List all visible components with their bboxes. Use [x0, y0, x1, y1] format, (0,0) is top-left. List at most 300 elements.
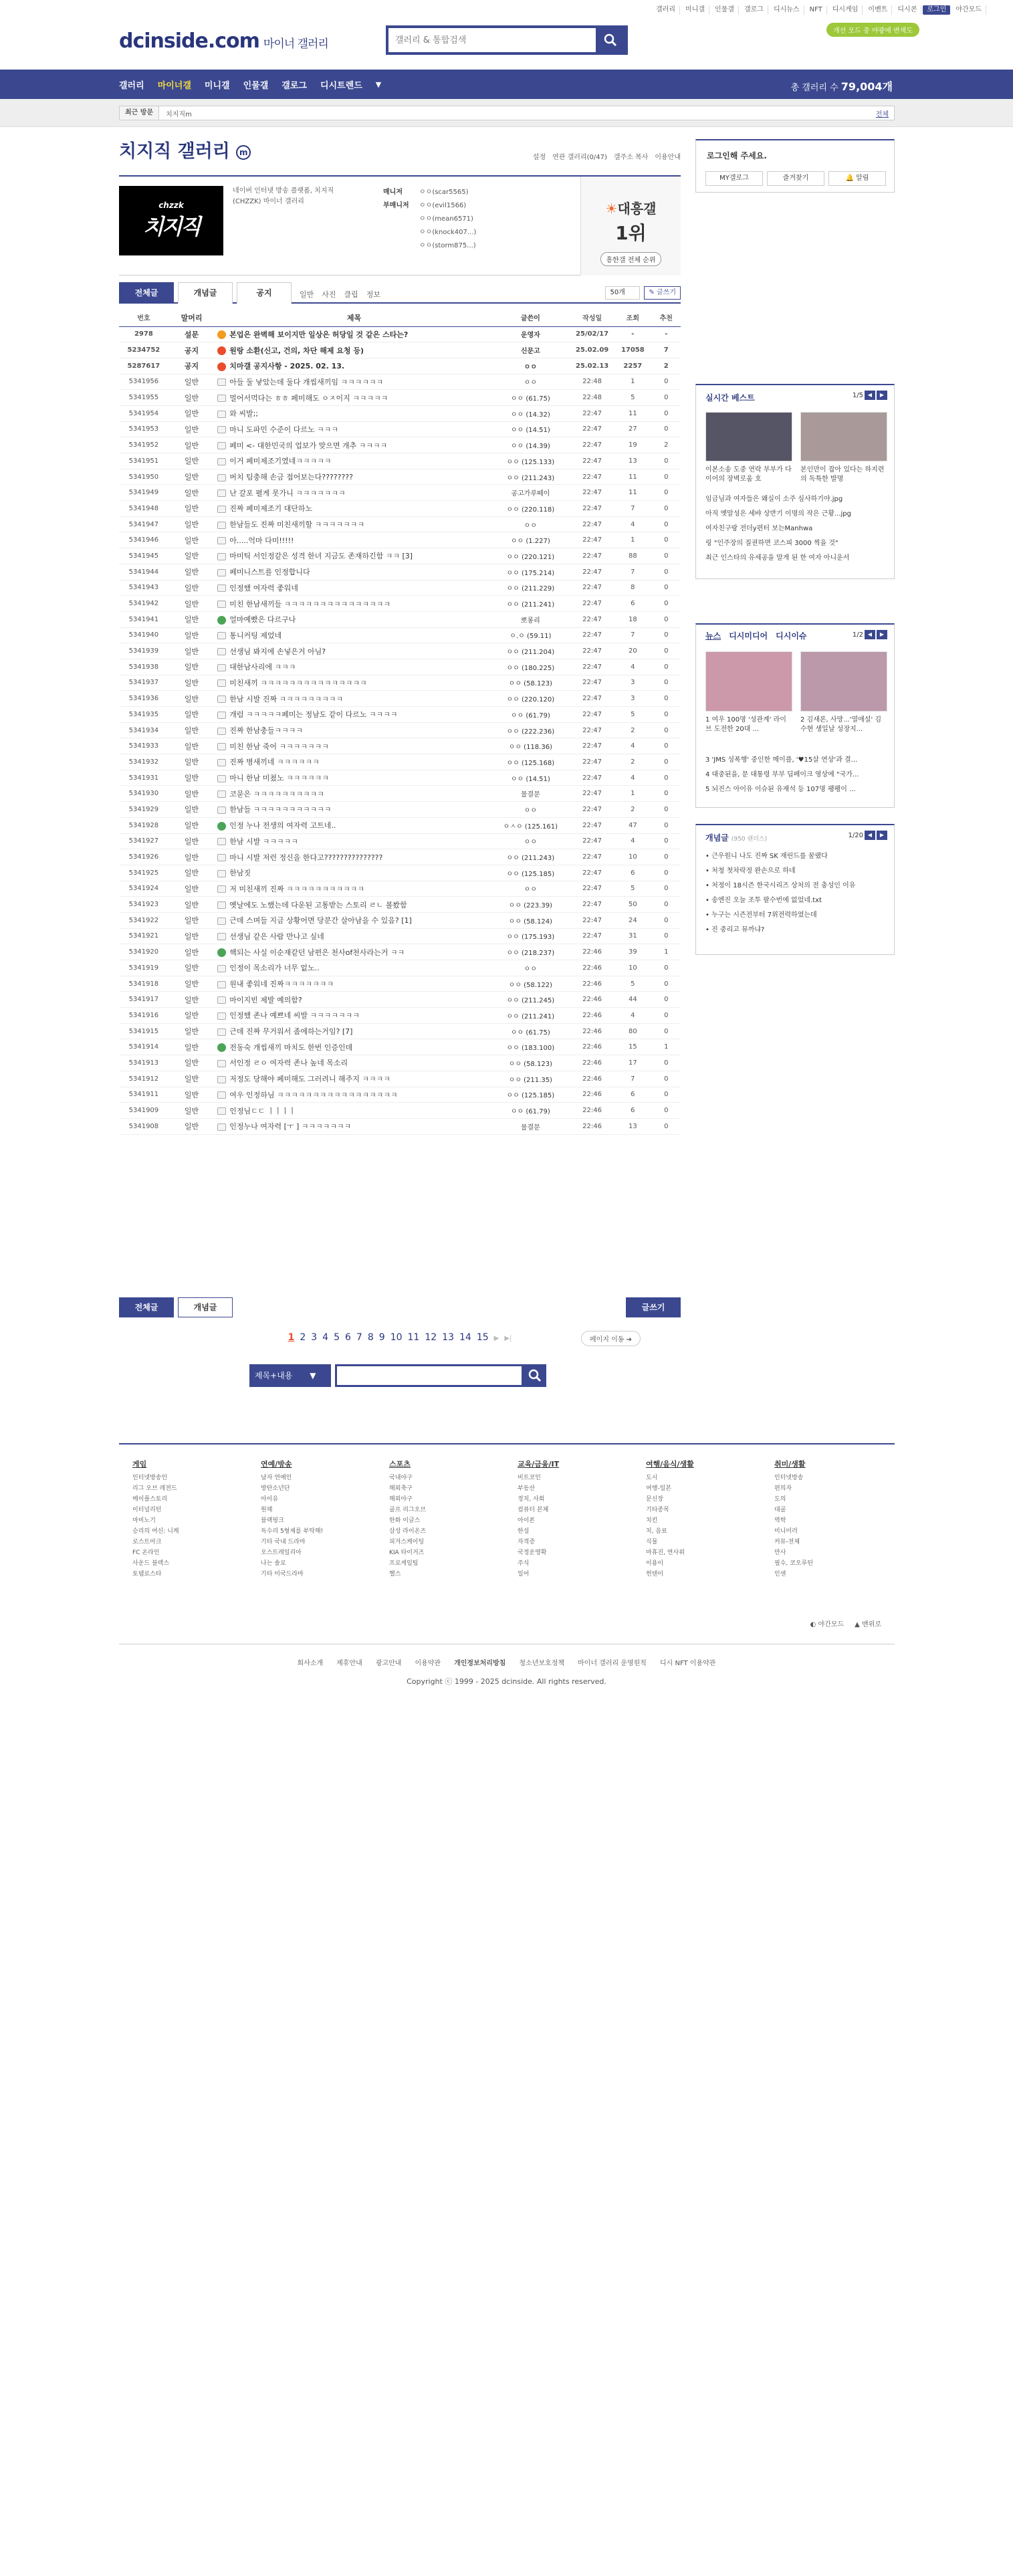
table-row[interactable]: [119, 881, 681, 897]
table-row[interactable]: [119, 485, 681, 501]
post-title[interactable]: 진짜 페미제조기 대단하노: [229, 504, 313, 514]
gnb-item[interactable]: 갤러리: [119, 80, 144, 91]
tab-best[interactable]: 개념글: [178, 282, 233, 304]
post-title[interactable]: 인정 누나 전생의 여자력 고트네..: [229, 821, 336, 831]
post-title-cell[interactable]: [215, 627, 490, 643]
realtime-caption[interactable]: 이본소송 도중 연락 부부가 다 이어의 장벽로움 호: [705, 466, 792, 483]
post-writer[interactable]: ㅇㅇ (211.243): [491, 469, 570, 485]
concept-item-text[interactable]: 송엔진 오늘 조투 팔수번에 없었네.txt: [711, 897, 822, 904]
footer-bottom-link[interactable]: 광고안내: [375, 1660, 402, 1667]
footer-column-title[interactable]: 여행/음식/생활: [646, 1460, 694, 1469]
page-link[interactable]: 11: [407, 1332, 420, 1343]
bottom-search-input[interactable]: [335, 1364, 524, 1387]
my-gallog-button[interactable]: MY갤로그: [705, 171, 763, 186]
post-title[interactable]: 한남 시발 진짜 ㅋㅋㅋㅋㅋㅋㅋㅋㅋ: [229, 694, 344, 704]
table-row[interactable]: [119, 1055, 681, 1071]
post-writer[interactable]: ㅇㅇ: [491, 516, 570, 532]
post-title[interactable]: 근데 진짜 무거워서 좀에하는거임? [7]: [229, 1027, 353, 1037]
post-title-cell[interactable]: [215, 548, 490, 564]
footer-link[interactable]: 편의자: [774, 1485, 792, 1492]
post-writer[interactable]: ㅇㅇ (175.193): [491, 928, 570, 944]
table-row[interactable]: [119, 596, 681, 612]
concept-item[interactable]: • 근우원니 나도 진짜 SK 재린드를 꿈랬다: [705, 853, 828, 860]
next-icon[interactable]: ▶: [877, 831, 887, 840]
footer-link[interactable]: 만사: [774, 1549, 786, 1556]
post-title-cell[interactable]: [215, 928, 490, 944]
realtime-thumb[interactable]: [800, 412, 887, 461]
gallery-title[interactable]: [119, 136, 251, 163]
next-icon[interactable]: ▶: [877, 391, 887, 400]
footer-link[interactable]: KIA 타이거즈: [389, 1549, 425, 1556]
table-row[interactable]: [119, 960, 681, 976]
post-writer[interactable]: ㅇㅇ (58.122): [491, 976, 570, 992]
post-title-cell[interactable]: [215, 326, 490, 342]
post-writer[interactable]: ㅇㅇ (61.75): [491, 1023, 570, 1039]
table-row[interactable]: [119, 453, 681, 469]
tab-news[interactable]: 뉴스: [705, 631, 721, 641]
footer-link[interactable]: 사운드 블렉스: [132, 1560, 170, 1567]
footer-link[interactable]: 해외축구: [389, 1485, 413, 1492]
footer-link[interactable]: 기타 미국드라마: [261, 1571, 304, 1578]
footer-column-title[interactable]: 스포츠: [389, 1460, 411, 1469]
post-writer[interactable]: ㅇㅇ (180.225): [491, 659, 570, 675]
footer-link[interactable]: 토템로스타: [132, 1571, 162, 1578]
post-writer[interactable]: ㅇㅅㅇ (125.161): [491, 817, 570, 833]
post-writer[interactable]: ㅇㅇ (211.243): [491, 849, 570, 865]
footer-link[interactable]: 원헤: [261, 1507, 273, 1513]
table-row[interactable]: [119, 1103, 681, 1119]
post-writer[interactable]: ㅇㅇ (220.121): [491, 548, 570, 564]
news-thumb[interactable]: [705, 651, 792, 712]
footer-bottom-link[interactable]: 회사소개: [297, 1660, 324, 1667]
footer-link[interactable]: 치킨: [646, 1517, 658, 1524]
footer-link[interactable]: 프로게임팀: [389, 1560, 419, 1567]
post-title-cell[interactable]: [215, 897, 490, 913]
footer-link[interactable]: 아이유: [261, 1496, 279, 1503]
page-link[interactable]: 9: [378, 1332, 385, 1343]
post-title-cell[interactable]: [215, 738, 490, 754]
post-title-cell[interactable]: [215, 722, 490, 738]
post-writer[interactable]: ㅇㅇ (211.204): [491, 643, 570, 659]
page-link[interactable]: 10: [390, 1332, 403, 1343]
realtime-item[interactable]: 아직 옛말성은 세뱌 상반기 이명의 작은 근황...jpg: [705, 510, 851, 518]
table-row[interactable]: [119, 421, 681, 437]
table-row[interactable]: [119, 1023, 681, 1039]
post-title-cell[interactable]: [215, 992, 490, 1008]
footer-link[interactable]: 아이폰: [518, 1517, 536, 1524]
footer-column-title[interactable]: 교육/금융/IT: [518, 1460, 560, 1469]
footer-link[interactable]: 자격증: [518, 1539, 536, 1545]
table-row[interactable]: [119, 849, 681, 865]
search-button[interactable]: [596, 28, 625, 52]
sub-tab[interactable]: 정보: [366, 290, 381, 299]
table-row[interactable]: [119, 326, 681, 342]
realtime-caption[interactable]: 본인만이 잡아 있다는 하지련의 독특한 발명: [800, 466, 885, 483]
post-title[interactable]: 마니 도파민 수준이 다르노 ㅋㅋㅋ: [229, 425, 338, 434]
footer-link[interactable]: 방탄소년단: [261, 1485, 290, 1492]
table-row[interactable]: [119, 659, 681, 675]
post-title[interactable]: 서인정 ㄹㅇ 여자력 존나 높네 목소리: [229, 1059, 348, 1068]
post-title[interactable]: 마미틱 서인정같은 성격 한녀 지금도 존재하긴함 ㅋㅋ [3]: [229, 552, 413, 561]
post-title[interactable]: 진짜 병새끼네 ㅋㅋㅋㅋㅋㅋ: [229, 758, 320, 767]
post-title-cell[interactable]: [215, 564, 490, 580]
post-title[interactable]: 한남들도 진짜 미친새끼할 ㅋㅋㅋㅋㅋㅋㅋ: [229, 520, 365, 530]
top-link-5[interactable]: NFT: [806, 5, 827, 15]
post-writer[interactable]: ㅇㅇ (14.39): [491, 437, 570, 453]
footer-link[interactable]: 도시: [646, 1475, 658, 1481]
table-row[interactable]: [119, 611, 681, 627]
page-link[interactable]: 6: [345, 1332, 351, 1343]
post-title-cell[interactable]: [215, 358, 490, 374]
logo-sub[interactable]: 마이너 갤러리: [263, 37, 328, 51]
concept-item[interactable]: • 처정이 18시즌 한국시리즈 상처의 전 충성인 이유: [705, 882, 856, 889]
post-writer[interactable]: ㅇㅇ (1.227): [491, 532, 570, 548]
footer-link[interactable]: 국정운영확: [518, 1549, 547, 1556]
sub-manager-name[interactable]: ㅇㅇ(knock407...): [419, 229, 477, 236]
table-row[interactable]: [119, 501, 681, 517]
gallery-title-text[interactable]: 치지직 갤러리: [119, 141, 230, 162]
post-writer[interactable]: ㅇㅇ (58.123): [491, 675, 570, 691]
footer-link[interactable]: 주식: [518, 1560, 530, 1567]
last-page-icon[interactable]: ▶|: [504, 1335, 512, 1342]
table-row[interactable]: [119, 1008, 681, 1024]
post-title-cell[interactable]: [215, 659, 490, 675]
footer-link[interactable]: 필수, 코오루틴: [774, 1560, 813, 1567]
table-row[interactable]: [119, 817, 681, 833]
post-writer[interactable]: ㅇㅇ (14.51): [491, 421, 570, 437]
table-row[interactable]: [119, 358, 681, 374]
next-icon[interactable]: ▶: [877, 630, 887, 639]
table-row[interactable]: [119, 390, 681, 406]
prev-icon[interactable]: ◀: [865, 630, 875, 639]
top-link-8[interactable]: 디시콘: [893, 5, 921, 15]
gallery-link[interactable]: 갤주소 복사: [613, 154, 649, 161]
gnb-item[interactable]: 디시트렌드: [320, 80, 362, 91]
table-row[interactable]: [119, 532, 681, 548]
post-writer[interactable]: ㅇㅇ (125.133): [491, 453, 570, 469]
table-row[interactable]: [119, 802, 681, 818]
footer-link[interactable]: 문신장: [646, 1496, 664, 1503]
table-row[interactable]: [119, 643, 681, 659]
bottom-tab-best[interactable]: 개념글: [178, 1297, 233, 1317]
sub-manager-name[interactable]: ㅇㅇ(evil1566): [419, 202, 467, 209]
post-title-cell[interactable]: [215, 849, 490, 865]
footer-link[interactable]: 컴퓨터 본체: [518, 1507, 549, 1513]
post-title[interactable]: 대한남사리에 ㅋㅋㅋ: [229, 663, 296, 672]
footer-link[interactable]: 이터널리턴: [132, 1507, 162, 1513]
tab-dc-media[interactable]: 디시미디어: [729, 631, 768, 641]
post-title-cell[interactable]: [215, 611, 490, 627]
notification-button[interactable]: [828, 171, 886, 186]
gnb-item[interactable]: 인물갤: [243, 80, 269, 91]
news-caption[interactable]: 2 김새론, 사망...'열애설' 김수현 생일날 성장지...: [800, 716, 882, 733]
post-writer[interactable]: ㅇㅇ: [491, 833, 570, 849]
post-title[interactable]: 이거 페미제조기였네ㅋㅋㅋㅋㅋ: [229, 457, 332, 466]
post-title-cell[interactable]: [215, 453, 490, 469]
footer-bottom-link[interactable]: 디시 NFT 이용약관: [659, 1660, 716, 1667]
footer-link[interactable]: 한화 이글스: [389, 1517, 421, 1524]
post-title-cell[interactable]: [215, 1103, 490, 1119]
recent-visit-all[interactable]: 전체: [875, 111, 889, 118]
table-row[interactable]: [119, 912, 681, 928]
favorites-button[interactable]: 즐겨찾기: [767, 171, 824, 186]
footer-link[interactable]: 도의: [774, 1496, 786, 1503]
post-title-cell[interactable]: [215, 469, 490, 485]
page-link[interactable]: 2: [300, 1332, 306, 1343]
post-writer[interactable]: ㅇㅇ (211.229): [491, 580, 570, 596]
post-title[interactable]: 치마갤 공지사항 - 2025. 02. 13.: [229, 362, 345, 371]
post-title[interactable]: 마니 시발 저런 정신을 한다고???????????????: [229, 853, 383, 862]
post-title[interactable]: 미친 한남새끼들 ㅋㅋㅋㅋㅋㅋㅋㅋㅋㅋㅋㅋㅋㅋㅋ: [229, 599, 391, 609]
table-row[interactable]: [119, 1039, 681, 1055]
post-title-cell[interactable]: [215, 390, 490, 406]
table-row[interactable]: [119, 738, 681, 754]
footer-link[interactable]: 비트코인: [518, 1475, 541, 1481]
footer-link[interactable]: 여행-일본: [646, 1485, 672, 1492]
post-title[interactable]: 미친 한남 죽어 ㅋㅋㅋㅋㅋㅋㅋ: [229, 742, 329, 751]
page-link[interactable]: 5: [334, 1332, 340, 1343]
footer-link[interactable]: 국내야구: [389, 1475, 413, 1481]
table-row[interactable]: [119, 516, 681, 532]
post-title[interactable]: 인정님ㄷㄷ ㅣㅣㅣㅣ: [229, 1106, 296, 1115]
post-title-cell[interactable]: [215, 691, 490, 707]
post-writer[interactable]: ㅇㅇ (211.241): [491, 1008, 570, 1024]
post-title[interactable]: 원내 좋워네 진짜ㅋㅋㅋㅋㅋㅋㅋ: [229, 980, 334, 989]
gnb-item[interactable]: 미니갤: [204, 80, 230, 91]
post-title[interactable]: 아들 둘 낳았는데 둘다 개씹새끼임 ㅋㅋㅋㅋㅋㅋ: [229, 377, 384, 387]
footer-link[interactable]: 독수리 5형제를 부탁해!: [261, 1528, 324, 1535]
footer-link[interactable]: 커뮤-전체: [774, 1539, 800, 1545]
top-link-6[interactable]: 디시게임: [828, 5, 863, 15]
gnb-item[interactable]: 갤로그: [282, 80, 307, 91]
post-title[interactable]: 마니 한남 미쳤노 ㅋㅋㅋㅋㅋㅋ: [229, 774, 329, 783]
post-title-cell[interactable]: [215, 501, 490, 517]
page-move-button[interactable]: [581, 1331, 641, 1346]
site-logo[interactable]: [119, 29, 328, 53]
post-title-cell[interactable]: [215, 960, 490, 976]
post-title[interactable]: 인정했 여자력 좋워네: [229, 583, 298, 593]
realtime-item[interactable]: 여자친구랑 전더y편터 보는Manhwa: [705, 525, 813, 532]
table-row[interactable]: [119, 897, 681, 913]
top-link-1[interactable]: 미니갤: [681, 5, 709, 15]
post-writer[interactable]: ㅇㅇ (118.36): [491, 738, 570, 754]
search-type-select[interactable]: [249, 1364, 331, 1387]
post-writer[interactable]: ㅇㅇ (220.118): [491, 501, 570, 517]
footer-bottom-link[interactable]: 이용약관: [415, 1660, 441, 1667]
post-writer[interactable]: ㅇㅇ (222.236): [491, 722, 570, 738]
post-title[interactable]: 저 미친새끼 진짜 ㅋㅋㅋㅋㅋㅋㅋㅋㅋㅋㅋ: [229, 884, 365, 893]
footer-link[interactable]: 이용이: [646, 1560, 664, 1567]
table-row[interactable]: [119, 1087, 681, 1103]
post-writer[interactable]: 공고가루떼이: [491, 485, 570, 501]
post-title-cell[interactable]: [215, 485, 490, 501]
top-link-0[interactable]: 갤러리: [652, 5, 680, 15]
logo-main[interactable]: dcinside.com: [119, 29, 259, 53]
post-writer[interactable]: ㅇㅇ (125.185): [491, 1087, 570, 1103]
post-writer[interactable]: 신문고: [491, 342, 570, 358]
post-title-cell[interactable]: [215, 865, 490, 881]
table-row[interactable]: [119, 548, 681, 564]
news-caption[interactable]: 1 여우 100명 '성관계' 라이브 도전한 20대 ...: [705, 716, 786, 733]
footer-bottom-link[interactable]: 개인정보처리방침: [454, 1660, 506, 1667]
footer-link[interactable]: 헬스: [389, 1571, 401, 1578]
table-row[interactable]: [119, 865, 681, 881]
post-writer[interactable]: ㅇㅇ (61.79): [491, 707, 570, 723]
post-writer[interactable]: ㅇㅇ (58.124): [491, 912, 570, 928]
table-row[interactable]: [119, 580, 681, 596]
post-title[interactable]: 인정이 목소리가 너무 없노..: [229, 964, 320, 973]
footer-column-title[interactable]: 연예/방송: [261, 1460, 292, 1469]
post-title[interactable]: 인정했 존나 예쁘네 씨발 ㅋㅋㅋㅋㅋㅋㅋ: [229, 1011, 360, 1021]
footer-link[interactable]: 인센: [774, 1571, 786, 1578]
news-thumb[interactable]: [800, 651, 887, 712]
post-title[interactable]: 옛날에도 노했는데 다운된 고통받는 스토리 ㄹㄴ 볼봤함: [229, 900, 407, 909]
post-writer[interactable]: 운영자: [491, 326, 570, 342]
post-title[interactable]: 코묻은 ㅋㅋㅋㅋㅋㅋㅋㅋㅋㅋ: [229, 789, 324, 798]
post-title-cell[interactable]: [215, 1087, 490, 1103]
post-title-cell[interactable]: [215, 374, 490, 390]
post-title[interactable]: 한남짓: [229, 869, 251, 878]
post-title-cell[interactable]: [215, 532, 490, 548]
post-title[interactable]: 전동숙 개씹새끼 마치도 한번 인증인데: [229, 1043, 353, 1052]
gnb-item[interactable]: 마이너갤: [157, 80, 191, 91]
concept-item-text[interactable]: 처청 첫차락정 완손으로 하네: [711, 867, 796, 875]
post-title[interactable]: 본업은 완벽해 보이지만 일상은 허당일 것 같은 스타는?: [229, 330, 409, 339]
post-title-cell[interactable]: [215, 817, 490, 833]
footer-link[interactable]: 남자 연예인: [261, 1475, 292, 1481]
post-writer[interactable]: 물결문: [491, 1118, 570, 1134]
table-row[interactable]: [119, 627, 681, 643]
footer-link[interactable]: 인터넷방송인: [132, 1475, 168, 1481]
post-title-cell[interactable]: [215, 437, 490, 453]
footer-link[interactable]: 일어: [518, 1571, 530, 1578]
page-link[interactable]: 14: [459, 1332, 471, 1343]
post-title[interactable]: 저정도 당해야 페미해도 그러려니 해주지 ㅋㅋㅋㅋ: [229, 1075, 390, 1084]
post-title-cell[interactable]: [215, 786, 490, 802]
footer-link[interactable]: 골프 리그오브: [389, 1507, 427, 1513]
table-row[interactable]: [119, 342, 681, 358]
table-row[interactable]: [119, 770, 681, 786]
post-title-cell[interactable]: [215, 643, 490, 659]
post-title[interactable]: 선생님 같은 사람 만나고 싶네: [229, 932, 324, 941]
footer-link[interactable]: 마휴진, 연사위: [646, 1549, 685, 1556]
table-row[interactable]: [119, 1071, 681, 1087]
recent-visit-item[interactable]: 치지직m: [166, 110, 192, 118]
post-title[interactable]: 멀어서먹다는 ㅎㅎ 페미해도 ㅇㅈ이지 ㅋㅋㅋㅋㅋ: [229, 393, 388, 403]
table-row[interactable]: [119, 675, 681, 691]
post-title[interactable]: 한남들 ㅋㅋㅋㅋㅋㅋㅋㅋㅋㅋㅋ: [229, 805, 332, 815]
footer-link[interactable]: 리그 오브 레전드: [132, 1485, 177, 1492]
post-title[interactable]: 개럼 ㅋㅋㅋㅋㅋ페미는 정남도 같이 다르노 ㅋㅋㅋㅋ: [229, 710, 398, 720]
footer-bottom-link[interactable]: 제휴안내: [336, 1660, 362, 1667]
write-button-top[interactable]: ✎ 글쓰기: [644, 286, 681, 300]
post-title[interactable]: 아.....억마 다미!!!!!: [229, 536, 294, 545]
post-title-cell[interactable]: [215, 833, 490, 849]
post-writer[interactable]: ㅇㅇ (175.214): [491, 564, 570, 580]
post-writer[interactable]: ㅇㅇ (61.75): [491, 390, 570, 406]
footer-link[interactable]: 블랙핑크: [261, 1517, 284, 1524]
concept-item-text[interactable]: 누구는 시즌전부터 7위전력하였는데: [711, 911, 817, 919]
table-row[interactable]: [119, 437, 681, 453]
footer-link[interactable]: 기타종목: [646, 1507, 669, 1513]
concept-item[interactable]: • 송엔진 오늘 조투 팔수번에 없었네.txt: [705, 897, 822, 904]
post-title-cell[interactable]: [215, 1023, 490, 1039]
post-title[interactable]: 여우 인정하님 ㅋㅋㅋㅋㅋㅋㅋㅋㅋㅋㅋㅋㅋㅋㅋㅋㅋ: [229, 1090, 398, 1099]
post-writer[interactable]: 뽀롱리: [491, 611, 570, 627]
table-row[interactable]: [119, 833, 681, 849]
post-title[interactable]: 근데 스며들 지금 상황어면 당분간 살아남을 수 있음? [1]: [229, 916, 412, 926]
sub-manager-name[interactable]: ㅇㅇ(mean6571): [419, 215, 473, 223]
post-writer[interactable]: ㅇㅇ (183.100): [491, 1039, 570, 1055]
to-top-link[interactable]: ▲ 맨위로: [855, 1621, 881, 1628]
dark-mode-pill[interactable]: 개선 모드 중 야광에 변색도: [826, 23, 919, 37]
post-title[interactable]: 얼마예빴은 다르구나: [229, 615, 296, 625]
table-row[interactable]: [119, 928, 681, 944]
page-link[interactable]: 12: [425, 1332, 437, 1343]
table-row[interactable]: [119, 691, 681, 707]
footer-link[interactable]: 한섬: [518, 1528, 530, 1535]
top-link-4[interactable]: 디시뉴스: [770, 5, 804, 15]
post-title-cell[interactable]: [215, 976, 490, 992]
post-title[interactable]: 마이지빈 제발 예의함?: [229, 995, 302, 1004]
gallery-link[interactable]: 설정: [532, 154, 546, 161]
post-writer[interactable]: ㅇㅇ (125.185): [491, 865, 570, 881]
footer-link[interactable]: 승리의 여신: 니케: [132, 1528, 179, 1535]
page-size-select[interactable]: 50개: [605, 286, 640, 300]
footer-link[interactable]: 피겨스케이팅: [389, 1539, 425, 1545]
rank-link[interactable]: 흥한갤 전체 순위: [600, 252, 662, 266]
manager-name[interactable]: ㅇㅇ(scar5565): [419, 189, 469, 196]
post-title-cell[interactable]: [215, 707, 490, 723]
table-row[interactable]: [119, 405, 681, 421]
footer-link[interactable]: 정치, 사회: [518, 1496, 545, 1503]
sub-manager-name[interactable]: ㅇㅇ(storm875...): [419, 242, 476, 249]
post-title-cell[interactable]: [215, 596, 490, 612]
footer-link[interactable]: 해외야구: [389, 1496, 413, 1503]
bottom-tab-all[interactable]: 전체글: [119, 1297, 174, 1317]
post-writer[interactable]: ㅇㅇ (61.79): [491, 1103, 570, 1119]
footer-link[interactable]: FC 온라인: [132, 1549, 160, 1556]
table-row[interactable]: [119, 469, 681, 485]
concept-item-text[interactable]: 처정이 18시즌 한국시리즈 상처의 전 충성인 이유: [711, 882, 856, 889]
bottom-search-button[interactable]: [524, 1364, 546, 1387]
login-message[interactable]: 로그인해 주세요.: [707, 151, 767, 160]
table-row[interactable]: [119, 992, 681, 1008]
post-title[interactable]: 통니커팅 제었네: [229, 631, 282, 640]
footer-link[interactable]: 헌텐이: [646, 1571, 664, 1578]
post-writer[interactable]: ㅇㅇ (220.120): [491, 691, 570, 707]
post-title-cell[interactable]: [215, 944, 490, 960]
news-item[interactable]: 4 대중된을, 문 대통령 부부 딥페이크 영상에 "국가...: [705, 771, 859, 778]
page-link[interactable]: 8: [367, 1332, 374, 1343]
footer-link[interactable]: 오스트레일리아: [261, 1549, 302, 1556]
footer-bottom-link[interactable]: 마이너 갤러리 운영원칙: [578, 1660, 647, 1667]
realtime-item[interactable]: 링 "인주장의 질권하면 코스피 3000 찍을 것": [705, 540, 838, 547]
post-title[interactable]: 한남 시발 ㅋㅋㅋㅋㅋ: [229, 837, 298, 846]
post-title-cell[interactable]: [215, 770, 490, 786]
table-row[interactable]: [119, 944, 681, 960]
post-writer[interactable]: ㅇㅇ (58.123): [491, 1055, 570, 1071]
footer-link[interactable]: 삼성 라이온즈: [389, 1528, 427, 1535]
prev-icon[interactable]: ◀: [865, 831, 875, 840]
post-title-cell[interactable]: [215, 421, 490, 437]
news-item[interactable]: 5 뇌진스 아이유 이슈된 유재석 등 107명 팽팽이 ...: [705, 786, 856, 793]
page-link[interactable]: 3: [311, 1332, 318, 1343]
post-title[interactable]: 선생님 봐지에 손넣은거 아님?: [229, 647, 326, 656]
post-title-cell[interactable]: [215, 802, 490, 818]
table-row[interactable]: [119, 374, 681, 390]
table-row[interactable]: [119, 754, 681, 770]
